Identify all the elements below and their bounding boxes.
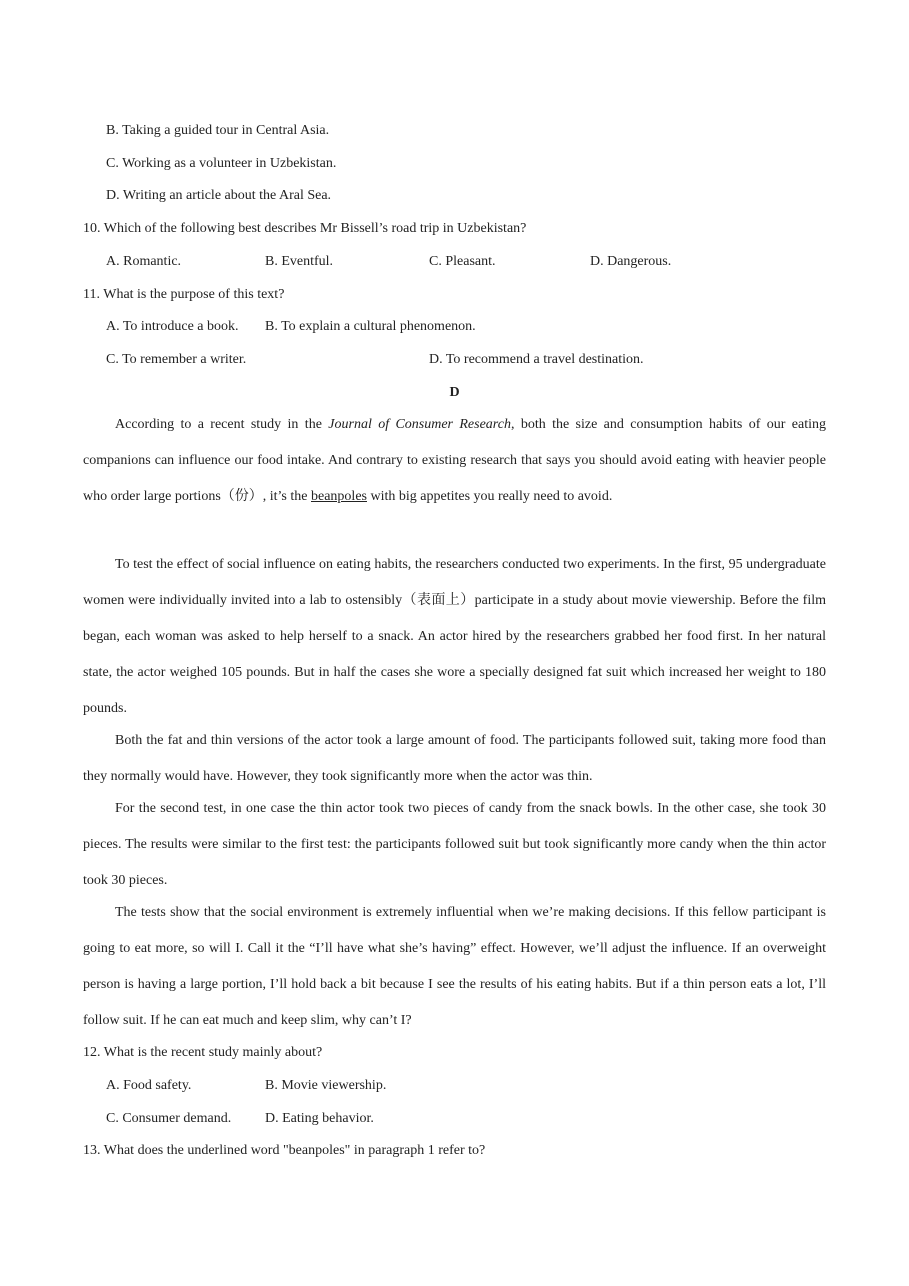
q12-option-a: A. Food safety. xyxy=(106,1078,192,1093)
q12-stem: 12. What is the recent study mainly about? xyxy=(83,1045,323,1060)
q10-option-d: D. Dangerous. xyxy=(590,254,672,269)
p3-text: Both the fat and thin versions of the actor took a large amount of food. The participants followed suit, taking more food than they normally would have. However, they took significantly more when the actor was thin. xyxy=(83,733,826,784)
p1-text-start: According to a recent study in the xyxy=(115,417,329,432)
passage-paragraph-1 xyxy=(83,407,826,515)
q12-option-b: B. Movie viewership. xyxy=(265,1078,387,1093)
q10-option-a: A. Romantic. xyxy=(106,254,182,269)
p2-text: To test the effect of social influence on eating habits, the researchers conducted two experiments. In the first, 95 undergraduate women were individually invited into a lab to ostensibly（表面上）participate in a study about movie viewership. Before the film began, each woman was asked to help herself to a snack. An actor hired by the researchers grabbed her food first. In her natural state, the actor weighed 105 pounds. But in half the cases she wore a specially designed fat suit which increased her weight to 180 pounds. xyxy=(83,557,826,716)
q11-option-a: A. To introduce a book. xyxy=(106,319,239,334)
q12-option-d: D. Eating behavior. xyxy=(265,1111,374,1126)
passage-paragraph-4 xyxy=(83,791,826,899)
p1-text-middle: , both the size and consumption habits of our eating companions can influence our food intake. And contrary to existing research that says you should avoid eating with heavier people who order large portions（份）, it’s the xyxy=(83,417,827,504)
q13-stem: 13. What does the underlined word "beanpoles" in paragraph 1 refer to? xyxy=(83,1143,486,1158)
q11-option-b: B. To explain a cultural phenomenon. xyxy=(265,319,476,334)
q11-option-d: D. To recommend a travel destination. xyxy=(429,352,644,367)
p5-text: The tests show that the social environment is extremely influential when we’re making decisions. If this fellow participant is going to eat more, so will I. Call it the “I’ll have what she’s having” effect. However, we’ll adjust the influence. If an overweight person is having a large portion, I’ll hold back a bit because I see the results of his eating habits. But if a thin person eats a lot, I’ll follow suit. If he can eat much and keep slim, why can’t I? xyxy=(83,905,826,1028)
passage-paragraph-5 xyxy=(83,895,826,1039)
underlined-word-beanpoles: beanpoles xyxy=(311,489,367,504)
q10-option-b: B. Eventful. xyxy=(265,254,334,269)
p4-text: For the second test, in one case the thin actor took two pieces of candy from the snack bowls. In the other case, she took 30 pieces. The results were similar to the first test: the participants followed suit but took significantly more candy when the thin actor took 30 pieces. xyxy=(83,801,826,888)
section-heading: D xyxy=(449,385,460,400)
passage-paragraph-2 xyxy=(83,547,826,727)
q9-option-d: D. Writing an article about the Aral Sea. xyxy=(106,188,332,203)
p1-text-end: with big appetites you really need to avoid. xyxy=(366,489,613,504)
q10-stem: 10. Which of the following best describes Mr Bissell’s road trip in Uzbekistan? xyxy=(83,221,527,236)
q9-option-c: C. Working as a volunteer in Uzbekistan. xyxy=(106,156,337,171)
q9-option-b: B. Taking a guided tour in Central Asia. xyxy=(106,123,330,138)
q10-option-c: C. Pleasant. xyxy=(429,254,496,269)
passage-paragraph-3 xyxy=(83,723,826,795)
q12-option-c: C. Consumer demand. xyxy=(106,1111,232,1126)
q11-option-c: C. To remember a writer. xyxy=(106,352,247,367)
q11-stem: 11. What is the purpose of this text? xyxy=(83,287,285,302)
journal-title: Journal of Consumer Research xyxy=(328,417,511,432)
